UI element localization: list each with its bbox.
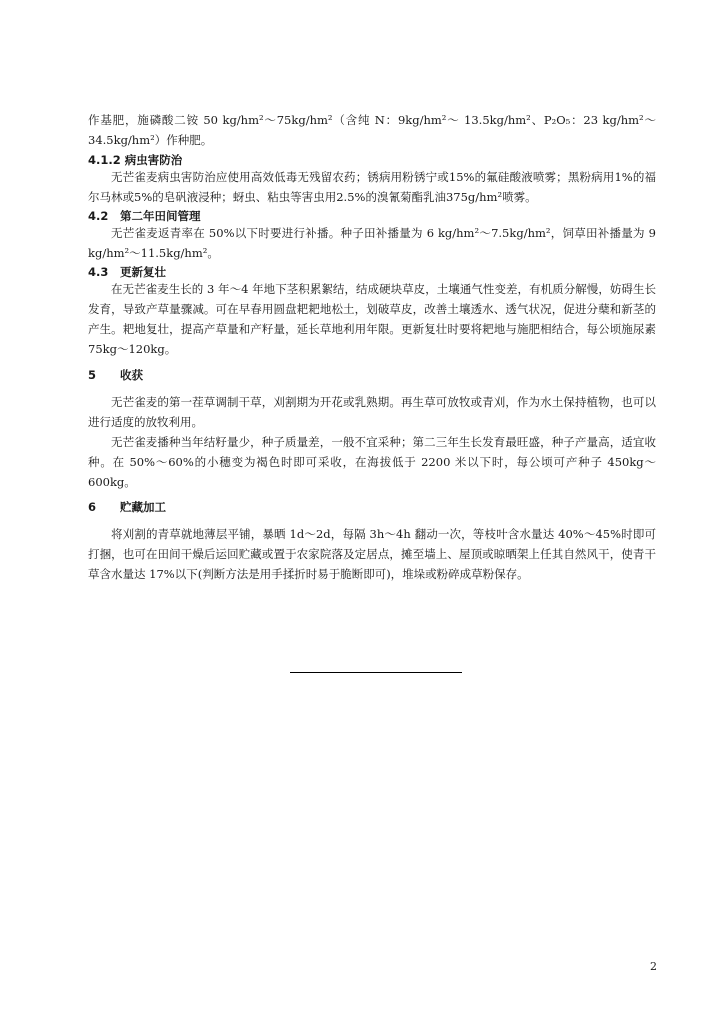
paragraph-harvest-hay: 无芒雀麦的第一茬草调制干草，刈割期为开花或乳熟期。再生草可放牧或青刈，作为水土保持植物，也可以进行适度的放牧利用。 (88, 395, 656, 429)
heading-number: 6 (88, 500, 97, 514)
heading-number: 5 (88, 368, 97, 382)
heading-title: 贮藏加工 (120, 500, 167, 514)
heading-title: 第二年田间管理 (120, 209, 201, 223)
heading-title: 更新复壮 (120, 265, 167, 279)
paragraph-pest-control: 无芒雀麦病虫害防治应使用高效低毒无残留农药；锈病用粉锈宁或15%的氟硅酸液喷雾；黑粉病用1%的福尔马林或5%的皂矾液浸种；蚜虫、粘虫等害虫用2.5%的溴氰菊酯乳油375g/hm²喷雾。 (88, 170, 656, 204)
paragraph-renewal: 在无芒雀麦生长的 3 年～4 年地下茎积累絮结，结成硬块草皮，土壤通气性变差，有机质分解慢，妨碍生长发育，导致产草量骤减。可在早春用圆盘耙耙地松土，划破草皮，改善土壤透水、透气状况，促进分蘖和新茎的产生。耙地复壮，提高产草量和产籽量，延长草地利用年限。更新复壮时要将耙地与施肥相结合，每公顷施尿素 75kg～120kg。 (88, 282, 656, 356)
paragraph-second-year: 无芒雀麦返青率在 50%以下时要进行补播。种子田补播量为 6 kg/hm²～7.5kg/hm²，饲草田补播量为 9 kg/hm²～11.5kg/hm²。 (88, 226, 656, 260)
heading-title: 收获 (120, 368, 144, 382)
paragraph-storage: 将刈割的青草就地薄层平铺，暴晒 1d～2d，每隔 3h～4h 翻动一次，等枝叶含水量达 40%～45%时即可打捆，也可在田间干燥后运回贮藏或置于农家院落及定居点，摊至墙上、屋顶或晾晒架上任其自然风干，使青干草含水量达 17%以下(判断方法是用手揉折时易于脆断即可)，堆垛或粉碎成草粉保存。 (88, 527, 656, 581)
heading-number: 4.2 (88, 209, 109, 223)
heading-6 (88, 498, 166, 516)
heading-title: 病虫害防治 (124, 153, 183, 167)
end-rule (290, 672, 462, 673)
heading-5 (88, 366, 143, 384)
heading-number: 4.1.2 (88, 153, 121, 167)
paragraph-fertilizer: 作基肥，施磷酸二铵 50 kg/hm²～75kg/hm²（含纯 N：9kg/hm²～ 13.5kg/hm²、P₂O₅：23 kg/hm²～34.5kg/hm²）作种肥。 (88, 113, 656, 147)
page-number: 2 (650, 960, 657, 973)
heading-number: 4.3 (88, 265, 109, 279)
paragraph-harvest-seed: 无芒雀麦播种当年结籽量少，种子质量差，一般不宜采种；第二三年生长发育最旺盛，种子产量高，适宜收种。在 50%～60%的小穗变为褐色时即可采收，在海拔低于 2200 米以下时，每公顷可产种子 450kg～600kg。 (88, 435, 656, 489)
